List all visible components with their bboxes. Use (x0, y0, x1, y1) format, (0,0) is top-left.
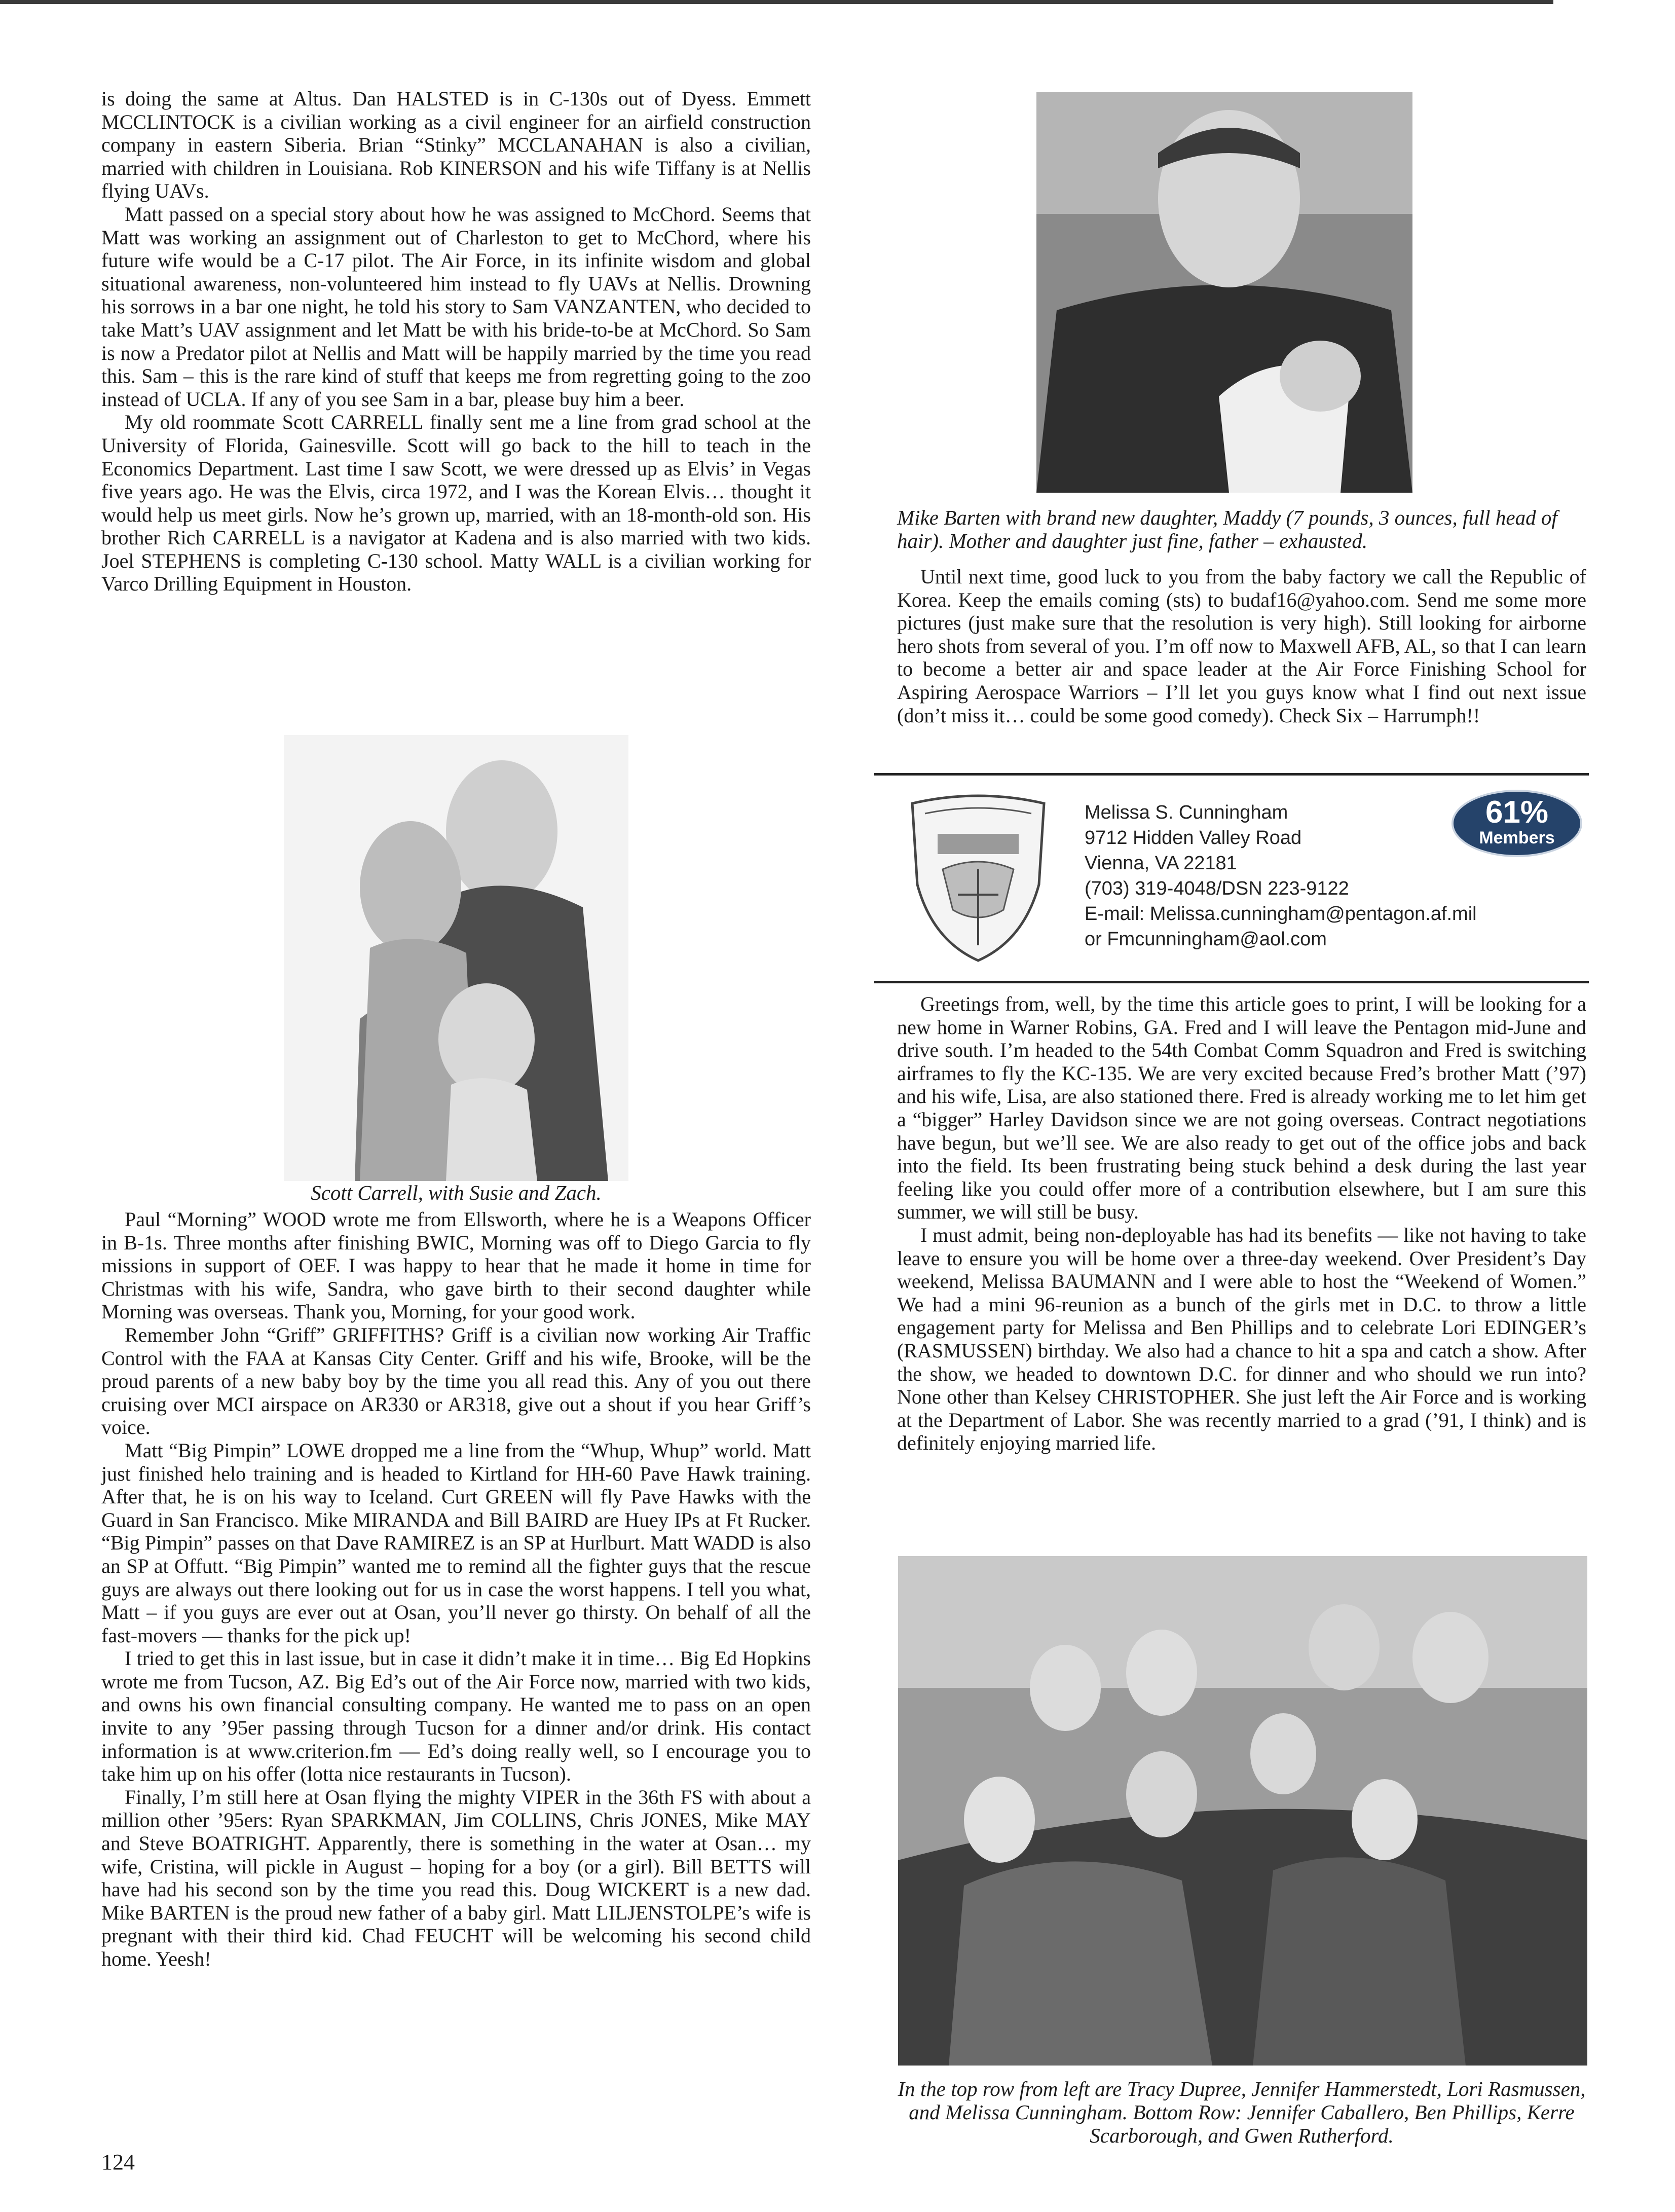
caption-carrell: Scott Carrell, with Susie and Zach. (311, 1181, 602, 1204)
paragraph: My old roommate Scott CARRELL finally sent me a line from grad school at the University of Florida, Gainesville. Scott will go back to the hill to teach in the Economics Department. Last time I saw Scott, we were dressed up as Elvis’ in Vegas five years ago. He was the Elvis, circa 1972, and I was the Korean Elvis… thought it would help us meet girls. Now he’s grown up, married, with an 18-month-old son. His brother Rich CARRELL is a navigator at Kadena and is also married with two kids. Joel STEPHENS is completing C-130 school. Matty WALL is a civilian working for Varco Drilling Equipment in Houston. (101, 411, 811, 596)
contact-phone: (703) 319-4048/DSN 223-9122 (1085, 878, 1349, 899)
contact-top-rule (874, 773, 1589, 776)
photo-group (898, 1556, 1587, 2066)
top-rule (0, 0, 1553, 4)
contact-bottom-rule (874, 981, 1589, 983)
photo-carrell-family (284, 735, 628, 1181)
paragraph: Matt passed on a special story about how he was assigned to McChord. Seems that Matt was working an assignment out of Charleston to get to McChord, where his future wife would be a C-17 pilot. The Air Force, in its infinite wisdom and global situational awareness, non-volunteered him instead to fly UAVs at Nellis. Drowning his sorrows in a bar one night, he told his story to Sam VANZANTEN, who decided to take Matt’s UAV assignment and let Matt be with his bride-to-be at McChord. So Sam is now a Predator pilot at Nellis and Matt will be happily married by the time you read this. Sam – this is the rare kind of stuff that keeps me from regretting going to the zoo instead of UCLA. If any of you see Sam in a bar, please buy him a beer. (101, 202, 811, 411)
membership-percent: 61% (1485, 795, 1549, 830)
contact-street: 9712 Hidden Valley Road (1085, 827, 1302, 849)
page-number: 124 (101, 2150, 135, 2174)
photo-carrell-family-image (284, 735, 628, 1181)
membership-badge (1454, 792, 1580, 855)
contact-city: Vienna, VA 22181 (1085, 853, 1237, 874)
paragraph: I must admit, being non-deployable has had its benefits — like not having to take leave to ensure you will be home over a three-day weekend. Over President’s Day weekend, Melissa BAUMANN and I were able to host the “Weekend of Women.” We had a mini 96-reunion as a bunch of the girls met in D.C. to throw a little engagement party for Melissa and Ben Phillips and to celebrate Lori EDINGER’s (RASMUSSEN) birthday. We also had a chance to hit a spa and catch a show. After the show, we headed to downtown D.C. for dinner and who should we run into? None other than Kelsey CHRISTOPHER. She just left the Air Force and is working at the Department of Labor. She was recently married to a grad (’91, I think) and is definitely enjoying married life. (897, 1223, 1586, 1455)
photo-barten (1036, 92, 1412, 493)
contact-name: Melissa S. Cunningham (1085, 802, 1288, 823)
paragraph: Until next time, good luck to you from the baby factory we call the Republic of Korea. Keep the emails coming (sts) to budaf16@yahoo.com. Send me some more pictures (just make sure that the resolution is very high). Still looking for airborne hero shots from several of you. I’m off now to Maxwell AFB, AL, so that I can learn to become a better air and space leader at the Air Force Finishing School for Aspiring Aerospace Warriors – I’ll let you guys know what I find out next issue (don’t miss it… could be some good comedy). Check Six – Harrumph!! (897, 565, 1586, 727)
caption-barten: Mike Barten with brand new daughter, Maddy (7 pounds, 3 ounces, full head of hair). Mother and daughter just fine, father – exhausted. (897, 506, 1557, 552)
paragraph: is doing the same at Altus. Dan HALSTED is in C-130s out of Dyess. Emmett MCCLINTOCK is a civilian working as a civil engineer for an airfield construction company in eastern Siberia. Brian “Stinky” MCCLANAHAN is also a civilian, married with children in Louisiana. Rob KINERSON and his wife Tiffany is at Nellis flying UAVs. (101, 87, 811, 203)
class-crest-icon (902, 793, 1054, 966)
photo-group-image (898, 1556, 1587, 2066)
paragraph: Greetings from, well, by the time this article goes to print, I will be looking for a new home in Warner Robins, GA. Fred and I will leave the Pentagon mid-June and drive south. I’m headed to the 54th Combat Comm Squadron and Fred is switching airframes to fly the KC-135. We are very excited because Fred’s brother Matt (’97) and his wife, Lisa, are also stationed there. Fred is already working me to let him get a “bigger” Harley Davidson since we are not going overseas. Contract negotiations have begun, but we’ll see. We are also ready to get out of the office jobs and back into the field. Its been frustrating being stuck behind a desk during the last year feeling like you could offer more of a contribution elsewhere, but I am sure this summer, we will still be busy. (897, 992, 1586, 1224)
paragraph: Paul “Morning” WOOD wrote me from Ellsworth, where he is a Weapons Officer in B-1s. Three months after finishing BWIC, Morning was off to Diego Garcia to fly missions in support of OEF. I was happy to hear that he made it home in time for Christmas with his wife, Sandra, who gave birth to their second daughter while Morning was overseas. Thank you, Morning, for your good work. (101, 1208, 811, 1323)
paragraph: Matt “Big Pimpin” LOWE dropped me a line from the “Whup, Whup” world. Matt just finished helo training and is headed to Kirtland for HH-60 Pave Hawk training. After that, he is on his way to Iceland. Curt GREEN will fly Pave Hawks with the Guard in San Francisco. Mike MIRANDA and Bill BAIRD are Huey IPs at Ft Rucker. “Big Pimpin” passes on that Dave RAMIREZ is an SP at Hurlburt. Matt WADD is also an SP at Offutt. “Big Pimpin” wanted me to remind all the fighter guys that the rescue guys are always out there looking out for us in case the worst happens. I tell you what, Matt – if you guys are ever out at Osan, you’ll never go thirsty. On behalf of all the fast-movers — thanks for the pick up! (101, 1439, 811, 1647)
left-column-top (101, 87, 811, 596)
paragraph: I tried to get this in last issue, but in case it didn’t make it in time… Big Ed Hopkins wrote me from Tucson, AZ. Big Ed’s out of the Air Force now, married with two kids, and owns his own financial consulting company. He wanted me to pass on an open invite to any ’95er passing through Tucson for a dinner and/or drink. His contact information is at www.criterion.fm — Ed’s doing really well, so I encourage you to take him up on his offer (lotta nice restaurants in Tucson). (101, 1647, 811, 1786)
photo-barten-image (1036, 92, 1412, 493)
contact-email-alt[interactable]: or Fmcunningham@aol.com (1085, 929, 1327, 950)
left-column-bottom (101, 1208, 811, 1971)
caption-group: In the top row from left are Tracy Dupree, Jennifer Hammerstedt, Lori Rasmussen, and Melissa Cunningham. Bottom Row: Jennifer Caballero, Ben Phillips, Kerre Scarborough, and Gwen Rutherford. (898, 2077, 1586, 2147)
paragraph: Remember John “Griff” GRIFFITHS? Griff is a civilian now working Air Traffic Control with the FAA at Kansas City Center. Griff and his wife, Brooke, will be the proud parents of a new baby boy by the time you all read this. Any of you out there cruising over MCI airspace on AR330 or AR318, give out a shout if you hear Griff’s voice. (101, 1323, 811, 1439)
contact-email[interactable]: E-mail: Melissa.cunningham@pentagon.af.mil (1085, 903, 1477, 925)
right-column-top (897, 565, 1586, 727)
right-column-middle (897, 992, 1586, 1455)
paragraph: Finally, I’m still here at Osan flying the mighty VIPER in the 36th FS with about a million other ’95ers: Ryan SPARKMAN, Jim COLLINS, Chris JONES, Mike MAY and Steve BOATRIGHT. Apparently, there is something in the water at Osan… my wife, Cristina, will pickle in August – hoping for a boy (or a girl). Bill BETTS will have had his second son by the time you read this. Doug WICKERT is a new dad. Mike BARTEN is the proud new father of a baby girl. Matt LILJENSTOLPE’s wife is pregnant with their third kid. Chad FEUCHT will be welcoming his second child home. Yeesh! (101, 1785, 811, 1970)
membership-label: Members (1479, 828, 1555, 847)
